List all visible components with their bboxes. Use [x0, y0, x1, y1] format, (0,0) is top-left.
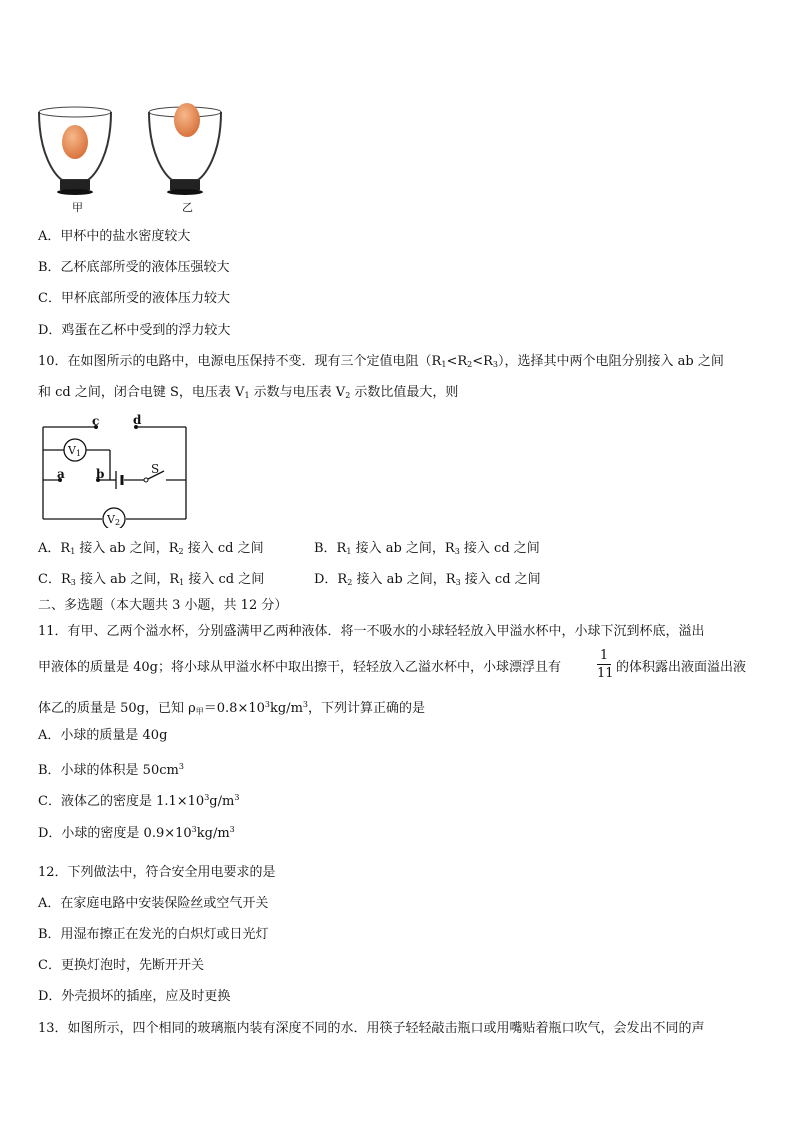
fraction-one-eleventh: 1 11: [597, 648, 614, 681]
circuit-label-d: d: [133, 413, 142, 427]
q11-option-c: C．液体乙的密度是 $1.1\times 10^3g/m^3$: [38, 793, 240, 809]
eggs-in-glasses-figure: [30, 80, 230, 210]
voltmeter-v1-label: $V_1$: [68, 444, 82, 458]
q9-option-d: D．鸡蛋在乙杯中受到的浮力较大: [38, 323, 231, 338]
q9-option-b: B．乙杯底部所受的液体压强较大: [38, 260, 230, 275]
q9-option-a: A．甲杯中的盐水密度较大: [38, 229, 191, 244]
circuit-label-c: c: [92, 414, 100, 428]
q9-option-c: C．甲杯底部所受的液体压力较大: [38, 291, 230, 306]
q11-stem-line2b: 的体积露出液面溢出液: [616, 660, 747, 675]
circuit-label-s: S: [151, 462, 160, 476]
figure-label-left: 甲: [72, 201, 83, 214]
section-heading: 二、多选题（本大题共 3 小题，共 12 分）: [38, 598, 288, 613]
q10-option-c: C．$R_3$ 接入 ab 之间，$R_1$ 接入 cd 之间: [38, 572, 265, 587]
q12-option-c: C．更换灯泡时，先断开开关: [38, 958, 204, 973]
q10-option-b: B．$R_1$ 接入 ab 之间，$R_3$ 接入 cd 之间: [314, 541, 540, 556]
figure-label-right: 乙: [182, 201, 193, 214]
q10-stem-line2: 和 cd 之间，闭合电键 S，电压表 $V_1$ 示数与电压表 $V_2$ 示数比值最大，则: [38, 385, 459, 400]
q11-stem-line1: 11．有甲、乙两个溢水杯，分别盛满甲乙两种液体．将一不吸水的小球轻轻放入甲溢水杯中，小球下沉到杯底，溢出: [38, 624, 705, 639]
q10-stem-line1: 10．在如图所示的电路中，电源电压保持不变．现有三个定值电阻$(R_1<R_2<R_3)$，选择其中两个电阻分别接入 ab 之间: [38, 354, 724, 369]
q10-option-a: A．$R_1$ 接入 ab 之间，$R_2$ 接入 cd 之间: [38, 541, 264, 556]
glass-right: [149, 103, 221, 195]
q11-option-b: B．小球的体积是 $50cm^3$: [38, 762, 184, 778]
q11-option-a: A．小球的质量是 40g: [38, 728, 168, 743]
glass-left: [39, 107, 111, 195]
q11-option-d: D．小球的密度是 $0.9\times 10^3kg/m^3$: [38, 825, 235, 841]
q11-stem-line3: 体乙的质量是 50g，已知 $\rho_甲=0.8\times 10^3kg/m^3$，下列计算正确的是: [38, 700, 425, 716]
q12-stem: 12．下列做法中，符合安全用电要求的是: [38, 865, 276, 880]
circuit-label-b: b: [96, 467, 105, 481]
q12-option-b: B．用湿布擦正在发光的白炽灯或日光灯: [38, 927, 269, 942]
q12-option-d: D．外壳损坏的插座，应及时更换: [38, 989, 231, 1004]
circuit-label-a: a: [57, 467, 65, 481]
q12-option-a: A．在家庭电路中安装保险丝或空气开关: [38, 896, 269, 911]
voltmeter-v2-label: $V_2$: [107, 513, 121, 527]
q10-option-d: D．$R_2$ 接入 ab 之间，$R_3$ 接入 cd 之间: [314, 572, 541, 587]
q11-stem-line2a: 甲液体的质量是 40g；将小球从甲溢水杯中取出擦干，轻轻放入乙溢水杯中，小球漂浮且有: [38, 660, 561, 675]
q13-stem: 13．如图所示，四个相同的玻璃瓶内装有深度不同的水．用筷子轻轻敲击瓶口或用嘴贴着瓶口吹气，会发出不同的声: [38, 1021, 705, 1036]
